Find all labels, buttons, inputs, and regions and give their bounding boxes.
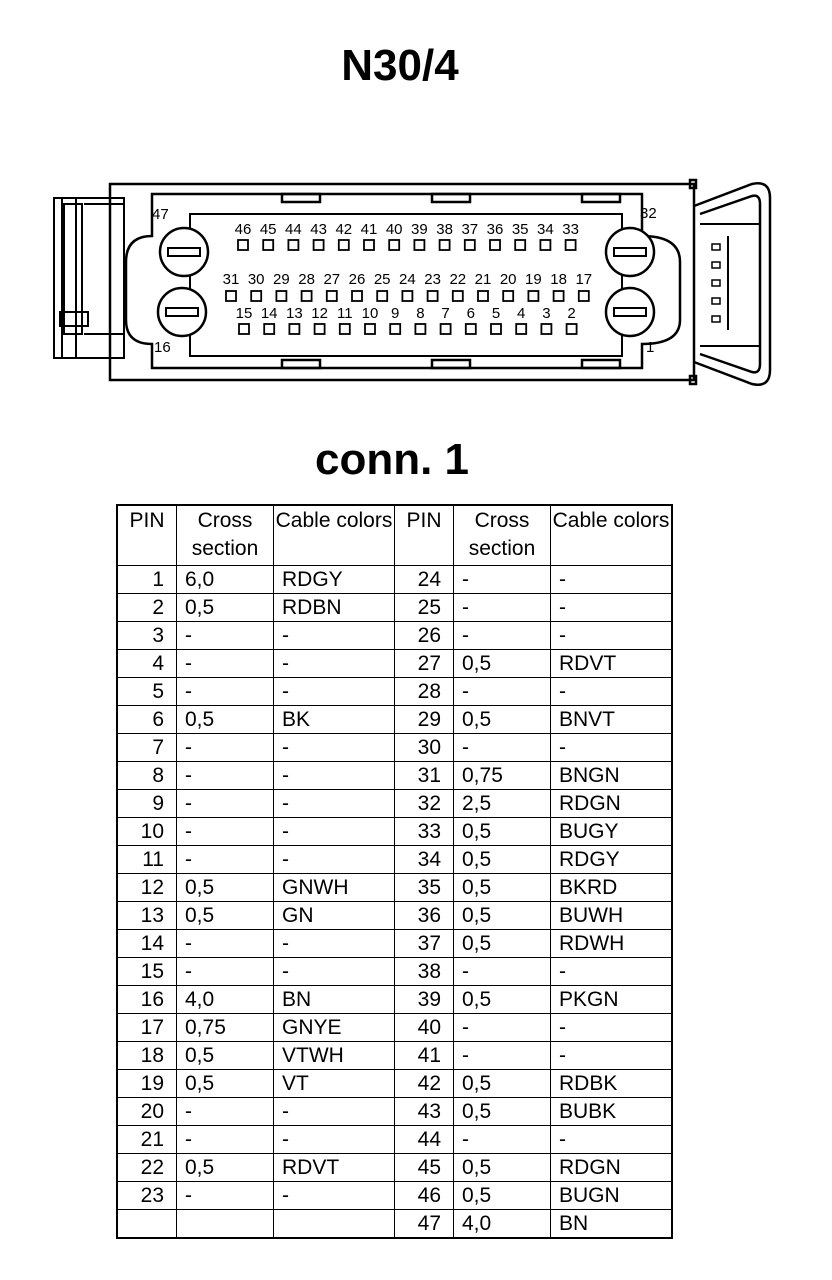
- cross-section-cell: -: [177, 734, 274, 762]
- pin-cell: 22: [117, 1154, 177, 1182]
- table-row: [117, 930, 672, 958]
- connector-subtitle: conn. 1: [314, 435, 470, 484]
- cable-color-cell: RDVT: [551, 650, 673, 678]
- cable-color-cell: -: [551, 1042, 673, 1070]
- pin-cell: 29: [395, 706, 454, 734]
- cable-color-cell: -: [274, 734, 395, 762]
- cable-color-cell: BN: [551, 1210, 673, 1239]
- pin-socket: [490, 240, 500, 250]
- table-row: [117, 650, 672, 678]
- cable-color-cell: RDBN: [274, 594, 395, 622]
- pin-socket: [352, 291, 362, 301]
- cable-color-cell: -: [274, 762, 395, 790]
- pin-cell: 20: [117, 1098, 177, 1126]
- cross-section-cell: 0,5: [454, 1154, 551, 1182]
- connector-diagram: [0, 150, 832, 420]
- cable-color-cell: BUBK: [551, 1098, 673, 1126]
- pin-label: 22: [449, 271, 467, 288]
- cable-color-cell: RDGY: [274, 566, 395, 594]
- cable-color-cell: RDBK: [551, 1070, 673, 1098]
- pin-cell: 17: [117, 1014, 177, 1042]
- cross-section-cell: 0,5: [454, 986, 551, 1014]
- pin-cell: 13: [117, 902, 177, 930]
- pin-label: 12: [311, 305, 328, 322]
- pin-socket: [566, 240, 576, 250]
- pin-label: 14: [260, 305, 278, 322]
- header-pin: PIN: [117, 505, 177, 566]
- pin-label: 10: [361, 305, 379, 322]
- cable-color-cell: BUWH: [551, 902, 673, 930]
- pin-cell: 10: [117, 818, 177, 846]
- pin-label: 23: [424, 271, 441, 288]
- cable-color-cell: BNVT: [551, 706, 673, 734]
- cross-section-cell: -: [177, 678, 274, 706]
- cross-section-cell: 0,5: [454, 930, 551, 958]
- cross-section-cell: 0,5: [177, 1154, 274, 1182]
- pin-label: 17: [575, 271, 593, 288]
- pin-cell: 45: [395, 1154, 454, 1182]
- cross-section-cell: 0,5: [454, 1182, 551, 1210]
- pin-cell: 19: [117, 1070, 177, 1098]
- cable-color-cell: PKGN: [551, 986, 673, 1014]
- pin-label: 21: [474, 271, 492, 288]
- pin-socket: [440, 240, 450, 250]
- table-row: [117, 790, 672, 818]
- cross-section-cell: -: [177, 818, 274, 846]
- cable-color-cell: BUGY: [551, 818, 673, 846]
- pin-cell: 23: [117, 1182, 177, 1210]
- pin-cell: 36: [395, 902, 454, 930]
- pin-row-middle: [223, 271, 592, 301]
- pin-label: 33: [562, 221, 579, 238]
- pin-label: 35: [511, 221, 529, 238]
- table-row: [117, 678, 672, 706]
- cross-section-cell: 0,75: [454, 762, 551, 790]
- pin-socket: [315, 324, 325, 334]
- cable-color-cell: -: [551, 1126, 673, 1154]
- cable-color-cell: -: [274, 818, 395, 846]
- pin-cell: 7: [117, 734, 177, 762]
- table-row: [117, 1126, 672, 1154]
- header-cable-colors: Cable colors: [274, 505, 395, 566]
- table-row: [117, 1042, 672, 1070]
- cross-section-cell: 6,0: [177, 566, 274, 594]
- pin-label: 25: [373, 271, 391, 288]
- pin-cell: 16: [117, 986, 177, 1014]
- pin-cell: 12: [117, 874, 177, 902]
- pin-label: 42: [335, 221, 353, 238]
- header-cable-colors-2: Cable colors: [551, 505, 673, 566]
- pin-cell: 25: [395, 594, 454, 622]
- corner-label-47: 47: [152, 206, 169, 223]
- pin-socket: [238, 240, 248, 250]
- pin-label: 29: [273, 271, 290, 288]
- table-row: [117, 1182, 672, 1210]
- table-row: [117, 1014, 672, 1042]
- pin-socket: [264, 324, 274, 334]
- cross-section-cell: -: [454, 1042, 551, 1070]
- cable-color-cell: GNWH: [274, 874, 395, 902]
- cross-section-cell: -: [177, 846, 274, 874]
- cross-section-cell: -: [454, 594, 551, 622]
- table-row: [117, 1210, 672, 1239]
- table-row: [117, 734, 672, 762]
- cable-color-cell: -: [274, 846, 395, 874]
- table-row: [117, 594, 672, 622]
- cable-color-cell: -: [274, 622, 395, 650]
- cable-color-cell: BK: [274, 706, 395, 734]
- table-row: [117, 874, 672, 902]
- pin-socket: [390, 324, 400, 334]
- cross-section-cell: -: [454, 566, 551, 594]
- pin-label: 6: [466, 305, 475, 322]
- table-row: [117, 958, 672, 986]
- header-cross-section-2: Cross section: [454, 505, 551, 566]
- cross-section-cell: -: [454, 1014, 551, 1042]
- pin-socket: [528, 291, 538, 301]
- cross-section-cell: -: [454, 622, 551, 650]
- cable-color-cell: BUGN: [551, 1182, 673, 1210]
- cross-section-cell: -: [177, 1182, 274, 1210]
- cable-color-cell: -: [274, 958, 395, 986]
- cross-section-cell: 2,5: [454, 790, 551, 818]
- pin-cell: 24: [395, 566, 454, 594]
- pin-socket: [478, 291, 488, 301]
- pin-socket: [364, 240, 374, 250]
- pin-socket: [339, 240, 349, 250]
- cross-section-cell: 0,5: [177, 706, 274, 734]
- cable-color-cell: -: [551, 958, 673, 986]
- table-row: [117, 1154, 672, 1182]
- cable-color-cell: -: [274, 790, 395, 818]
- pin-socket: [239, 324, 249, 334]
- pin-socket: [567, 324, 577, 334]
- pin-cell: 32: [395, 790, 454, 818]
- pin-label: 8: [416, 305, 425, 322]
- pin-socket: [540, 240, 550, 250]
- cable-color-cell: -: [274, 930, 395, 958]
- pin-assignment-table: [116, 504, 673, 1239]
- table-row: [117, 986, 672, 1014]
- pin-cell: 46: [395, 1182, 454, 1210]
- cable-color-cell: RDWH: [551, 930, 673, 958]
- cross-section-cell: 4,0: [177, 986, 274, 1014]
- pin-socket: [302, 291, 312, 301]
- pin-row-top: [235, 221, 579, 250]
- corner-label-16: 16: [154, 339, 171, 356]
- pin-cell: 14: [117, 930, 177, 958]
- table-row: [117, 762, 672, 790]
- cable-color-cell: VT: [274, 1070, 395, 1098]
- pin-cell: 2: [117, 594, 177, 622]
- pin-label: 3: [542, 305, 551, 322]
- pin-label: 38: [436, 221, 453, 238]
- pin-socket: [503, 291, 513, 301]
- pin-cell: 27: [395, 650, 454, 678]
- pin-cell: 18: [117, 1042, 177, 1070]
- cable-color-cell: -: [551, 1014, 673, 1042]
- cross-section-cell: -: [177, 650, 274, 678]
- pin-label: 28: [298, 271, 315, 288]
- pin-cell: 26: [395, 622, 454, 650]
- pin-cell: 47: [395, 1210, 454, 1239]
- pin-cell: 5: [117, 678, 177, 706]
- pin-socket: [415, 324, 425, 334]
- table-row: [117, 1098, 672, 1126]
- pin-label: 26: [348, 271, 366, 288]
- pin-socket: [414, 240, 424, 250]
- table-row: [117, 622, 672, 650]
- pin-cell: 4: [117, 650, 177, 678]
- cross-section-cell: [177, 1210, 274, 1239]
- pin-row-bottom: [236, 305, 577, 334]
- cross-section-cell: 0,5: [454, 650, 551, 678]
- pin-label: 18: [550, 271, 567, 288]
- pin-label: 4: [517, 305, 526, 322]
- cross-section-cell: -: [454, 678, 551, 706]
- pin-socket: [340, 324, 350, 334]
- page-title: N30/4: [341, 41, 459, 90]
- pin-cell: 42: [395, 1070, 454, 1098]
- table-row: [117, 566, 672, 594]
- cable-color-cell: BN: [274, 986, 395, 1014]
- pin-socket: [491, 324, 501, 334]
- pin-label: 31: [222, 271, 240, 288]
- cross-section-cell: -: [177, 958, 274, 986]
- cable-color-cell: BKRD: [551, 874, 673, 902]
- pin-cell: 8: [117, 762, 177, 790]
- header-cross-section: Cross section: [177, 505, 274, 566]
- cross-section-cell: 0,5: [454, 706, 551, 734]
- cross-section-cell: 0,5: [454, 902, 551, 930]
- pin-label: 37: [461, 221, 479, 238]
- cable-color-cell: GNYE: [274, 1014, 395, 1042]
- pin-socket: [453, 291, 463, 301]
- pin-socket: [402, 291, 412, 301]
- pin-label: 41: [360, 221, 378, 238]
- cross-section-cell: 0,5: [177, 1042, 274, 1070]
- table-header-row: [117, 505, 672, 566]
- cross-section-cell: -: [454, 958, 551, 986]
- pin-socket: [263, 240, 273, 250]
- pin-socket: [365, 324, 375, 334]
- cable-color-cell: -: [551, 594, 673, 622]
- pin-label: 44: [285, 221, 302, 238]
- table-row: [117, 902, 672, 930]
- cable-color-cell: -: [551, 678, 673, 706]
- cross-section-cell: 0,5: [454, 1070, 551, 1098]
- pin-label: 43: [310, 221, 327, 238]
- pin-cell: 38: [395, 958, 454, 986]
- pin-socket: [466, 324, 476, 334]
- corner-label-1: 1: [646, 339, 655, 356]
- pin-socket: [389, 240, 399, 250]
- corner-label-32: 32: [640, 205, 657, 222]
- table-row: [117, 1070, 672, 1098]
- table-row: [117, 706, 672, 734]
- pin-cell: 28: [395, 678, 454, 706]
- pin-socket: [288, 240, 298, 250]
- cable-color-cell: BNGN: [551, 762, 673, 790]
- cable-color-cell: GN: [274, 902, 395, 930]
- cross-section-cell: -: [454, 734, 551, 762]
- header-pin-2: PIN: [395, 505, 454, 566]
- cable-color-cell: RDGN: [551, 1154, 673, 1182]
- pin-cell: 9: [117, 790, 177, 818]
- pin-label: 15: [235, 305, 253, 322]
- cable-color-cell: RDGY: [551, 846, 673, 874]
- pin-socket: [276, 291, 286, 301]
- cable-color-cell: -: [274, 1126, 395, 1154]
- cable-color-cell: -: [551, 566, 673, 594]
- cross-section-cell: -: [177, 1126, 274, 1154]
- pin-cell: 30: [395, 734, 454, 762]
- left-latch: [54, 198, 124, 358]
- cross-section-cell: 0,5: [454, 818, 551, 846]
- pin-cell: 3: [117, 622, 177, 650]
- pin-label: 5: [491, 305, 501, 322]
- pin-socket: [554, 291, 564, 301]
- table-row: [117, 846, 672, 874]
- pin-socket: [516, 324, 526, 334]
- pin-cell: 15: [117, 958, 177, 986]
- pin-cell: 6: [117, 706, 177, 734]
- pin-cell: 44: [395, 1126, 454, 1154]
- pin-cell: 21: [117, 1126, 177, 1154]
- pin-socket: [428, 291, 438, 301]
- pin-socket: [515, 240, 525, 250]
- cross-section-cell: -: [177, 1098, 274, 1126]
- cable-color-cell: -: [551, 622, 673, 650]
- pin-socket: [251, 291, 261, 301]
- pin-label: 2: [567, 305, 576, 322]
- pin-cell: 43: [395, 1098, 454, 1126]
- cross-section-cell: -: [177, 790, 274, 818]
- pin-label: 34: [537, 221, 554, 238]
- cross-section-cell: -: [177, 930, 274, 958]
- pin-socket: [465, 240, 475, 250]
- cross-section-cell: 0,5: [454, 846, 551, 874]
- cross-section-cell: 0,5: [177, 594, 274, 622]
- pin-socket: [541, 324, 551, 334]
- pin-cell: 41: [395, 1042, 454, 1070]
- pin-label: 30: [247, 271, 265, 288]
- pin-socket: [314, 240, 324, 250]
- cross-section-cell: 0,5: [454, 874, 551, 902]
- pin-cell: 35: [395, 874, 454, 902]
- pin-label: 24: [399, 271, 416, 288]
- pin-cell: 11: [117, 846, 177, 874]
- table-row: [117, 818, 672, 846]
- pin-cell: 1: [117, 566, 177, 594]
- pin-label: 46: [234, 221, 252, 238]
- cross-section-cell: 0,75: [177, 1014, 274, 1042]
- pin-socket: [377, 291, 387, 301]
- pin-socket: [441, 324, 451, 334]
- cross-section-cell: 0,5: [177, 1070, 274, 1098]
- right-latch: [694, 183, 770, 384]
- pin-label: 20: [499, 271, 517, 288]
- pin-cell: 34: [395, 846, 454, 874]
- cross-section-cell: 0,5: [177, 902, 274, 930]
- cable-color-cell: -: [274, 1098, 395, 1126]
- pin-socket: [327, 291, 337, 301]
- cable-color-cell: -: [551, 734, 673, 762]
- cable-color-cell: RDVT: [274, 1154, 395, 1182]
- cable-color-cell: RDGN: [551, 790, 673, 818]
- pin-cell: 39: [395, 986, 454, 1014]
- cross-section-cell: -: [177, 622, 274, 650]
- pin-cell: 40: [395, 1014, 454, 1042]
- pin-label: 7: [441, 305, 450, 322]
- pin-socket: [289, 324, 299, 334]
- cable-color-cell: -: [274, 678, 395, 706]
- pin-label: 45: [259, 221, 277, 238]
- cross-section-cell: -: [177, 762, 274, 790]
- pin-socket: [226, 291, 236, 301]
- pin-cell: 31: [395, 762, 454, 790]
- pin-socket: [579, 291, 589, 301]
- cross-section-cell: 0,5: [454, 1098, 551, 1126]
- pin-label: 40: [385, 221, 403, 238]
- cable-color-cell: VTWH: [274, 1042, 395, 1070]
- cable-color-cell: -: [274, 650, 395, 678]
- pin-cell: 37: [395, 930, 454, 958]
- cable-color-cell: -: [274, 1182, 395, 1210]
- pin-label: 13: [286, 305, 303, 322]
- pin-label: 39: [411, 221, 428, 238]
- pin-label: 9: [391, 305, 400, 322]
- pin-label: 11: [337, 305, 353, 322]
- cable-color-cell: [274, 1210, 395, 1239]
- pin-cell: [117, 1210, 177, 1239]
- pin-label: 19: [525, 271, 542, 288]
- pin-label: 27: [323, 271, 341, 288]
- pin-label: 36: [486, 221, 504, 238]
- cross-section-cell: -: [454, 1126, 551, 1154]
- cross-section-cell: 4,0: [454, 1210, 551, 1239]
- pin-cell: 33: [395, 818, 454, 846]
- cross-section-cell: 0,5: [177, 874, 274, 902]
